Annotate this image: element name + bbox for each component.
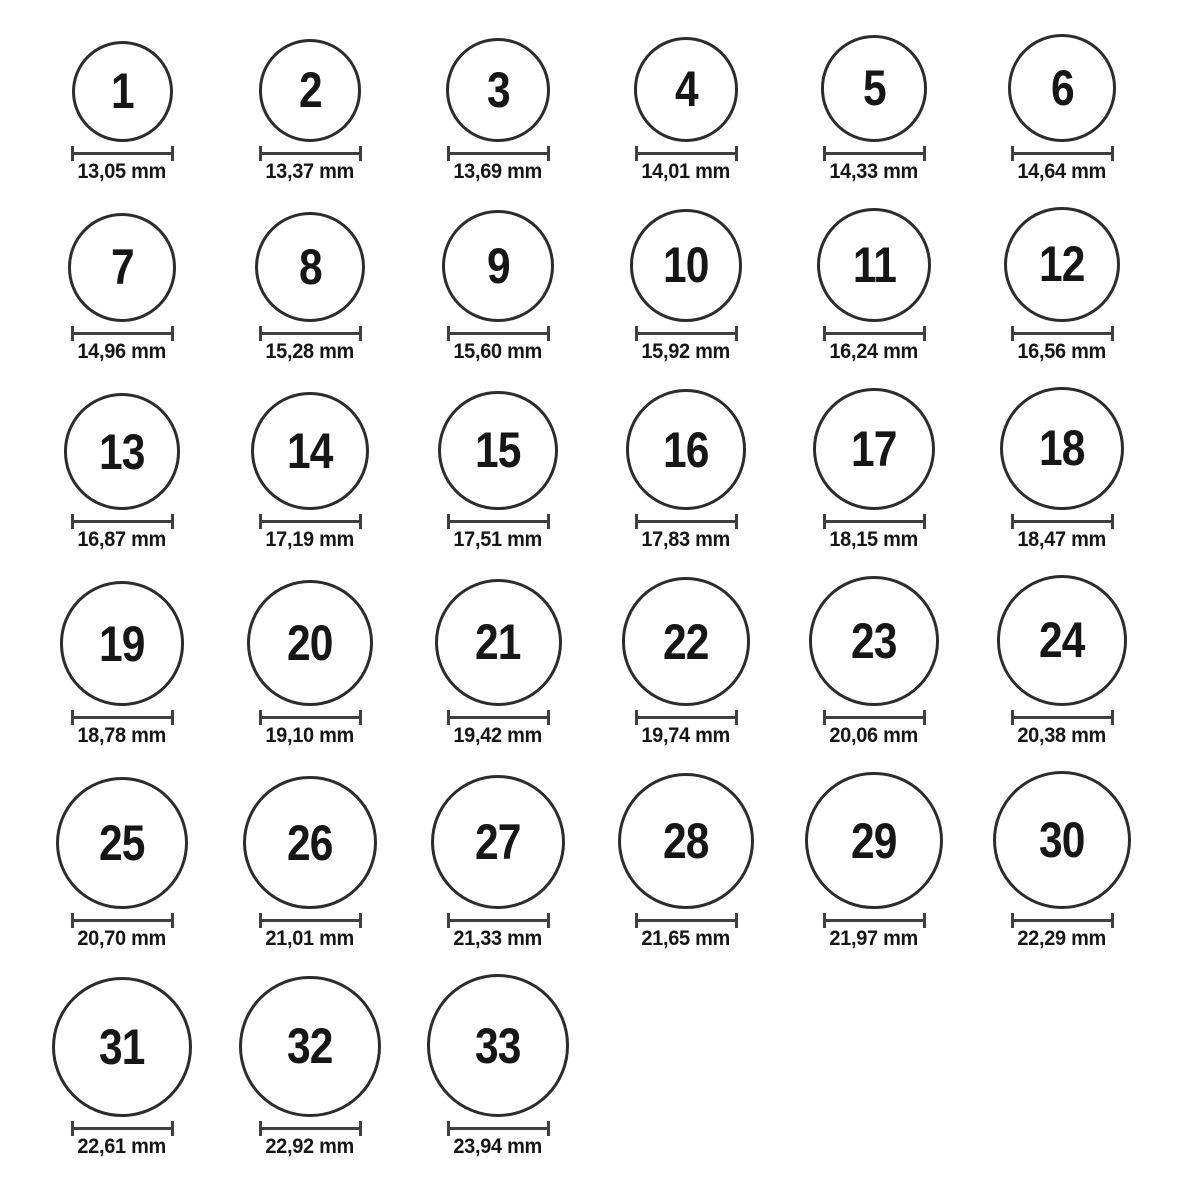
- ring-size-number: 10: [663, 237, 709, 294]
- ring-size-number: 18: [1039, 420, 1085, 477]
- diameter-measure-line: [635, 146, 738, 161]
- ring-size-cell: [404, 974, 592, 1158]
- diameter-measure-line: [259, 1121, 362, 1136]
- ring-circle: [239, 976, 380, 1117]
- ring-size-cell: [216, 207, 404, 363]
- ring-circle: [446, 38, 550, 142]
- ring-circle: [251, 392, 369, 510]
- diameter-measure-line: [635, 514, 738, 529]
- ring-size-number: 23: [851, 612, 897, 669]
- diameter-measure-line: [823, 710, 926, 725]
- diameter-measure-line: [823, 913, 926, 928]
- ring-circle: [247, 580, 373, 706]
- ring-circle: [442, 210, 553, 321]
- diameter-measure-line: [71, 1121, 174, 1136]
- ring-circle: [435, 579, 562, 706]
- ring-size-number: 6: [1050, 59, 1074, 116]
- measure-tick-right: [923, 710, 926, 725]
- diameter-measure-line: [635, 326, 738, 341]
- measure-tick-right: [547, 146, 550, 161]
- measure-bar: [74, 152, 171, 155]
- measure-bar: [1014, 520, 1111, 523]
- diameter-measure-line: [823, 326, 926, 341]
- ring-size-cell: [28, 387, 216, 551]
- measure-bar: [1014, 919, 1111, 922]
- measure-bar: [638, 152, 735, 155]
- ring-size-cell: [404, 387, 592, 551]
- diameter-measure-line: [447, 913, 550, 928]
- ring-circle: [993, 771, 1132, 910]
- ring-size-cell: [216, 974, 404, 1158]
- measure-tick-right: [171, 1121, 174, 1136]
- measure-bar: [262, 332, 359, 335]
- diameter-label: 17,51 mm: [453, 527, 543, 551]
- ring-size-cell: [968, 575, 1156, 747]
- measure-bar: [450, 152, 547, 155]
- ring-size-cell: [780, 207, 968, 363]
- measure-bar: [74, 520, 171, 523]
- measure-tick-right: [171, 913, 174, 928]
- diameter-label: 21,65 mm: [641, 927, 731, 951]
- ring-circle: [813, 388, 935, 510]
- ring-size-number: 7: [110, 239, 134, 296]
- measure-tick-right: [735, 146, 738, 161]
- diameter-measure-line: [71, 326, 174, 341]
- diameter-measure-line: [259, 913, 362, 928]
- measure-bar: [74, 716, 171, 719]
- diameter-measure-line: [71, 146, 174, 161]
- diameter-measure-line: [447, 1121, 550, 1136]
- diameter-label: 18,15 mm: [829, 527, 919, 551]
- diameter-label: 13,05 mm: [77, 159, 167, 183]
- diameter-measure-line: [71, 710, 174, 725]
- ring-size-row: [28, 387, 1156, 551]
- ring-size-cell: [28, 771, 216, 951]
- ring-size-number: 25: [99, 815, 145, 872]
- measure-tick-right: [547, 710, 550, 725]
- ring-size-cell: [404, 34, 592, 183]
- measure-bar: [262, 919, 359, 922]
- ring-size-number: 17: [851, 420, 897, 477]
- ring-circle: [626, 389, 747, 510]
- ring-circle: [630, 209, 743, 322]
- diameter-measure-line: [447, 514, 550, 529]
- measure-tick-right: [1111, 514, 1114, 529]
- ring-circle: [1008, 34, 1116, 142]
- diameter-measure-line: [1011, 326, 1114, 341]
- ring-circle: [618, 773, 754, 909]
- ring-circle: [243, 776, 377, 910]
- ring-size-number: 21: [475, 614, 521, 671]
- measure-tick-right: [923, 913, 926, 928]
- measure-bar: [1014, 332, 1111, 335]
- ring-size-cell: [592, 771, 780, 951]
- measure-tick-right: [171, 514, 174, 529]
- measure-tick-right: [171, 326, 174, 341]
- measure-tick-right: [359, 913, 362, 928]
- ring-size-number: 16: [663, 421, 709, 478]
- diameter-label: 14,33 mm: [829, 159, 919, 183]
- measure-bar: [1014, 716, 1111, 719]
- ring-size-number: 26: [287, 814, 333, 871]
- ring-size-number: 9: [486, 238, 510, 295]
- measure-bar: [450, 1127, 547, 1130]
- measure-bar: [450, 520, 547, 523]
- ring-size-number: 31: [99, 1019, 145, 1076]
- measure-tick-right: [923, 146, 926, 161]
- measure-tick-right: [359, 710, 362, 725]
- measure-tick-right: [359, 326, 362, 341]
- ring-circle: [52, 977, 192, 1117]
- ring-size-cell: [968, 207, 1156, 363]
- ring-circle: [438, 391, 557, 510]
- ring-size-cell: [592, 207, 780, 363]
- measure-tick-right: [735, 514, 738, 529]
- ring-size-number: 24: [1039, 612, 1085, 669]
- measure-bar: [638, 332, 735, 335]
- diameter-label: 15,28 mm: [265, 339, 355, 363]
- measure-bar: [262, 152, 359, 155]
- ring-circle: [56, 777, 188, 909]
- measure-tick-right: [923, 326, 926, 341]
- ring-size-number: 19: [99, 615, 145, 672]
- measure-tick-right: [547, 514, 550, 529]
- ring-size-number: 4: [674, 61, 698, 118]
- ring-size-number: 33: [475, 1017, 521, 1074]
- measure-tick-right: [359, 514, 362, 529]
- diameter-measure-line: [823, 146, 926, 161]
- ring-size-number: 27: [475, 814, 521, 871]
- diameter-label: 21,01 mm: [265, 927, 355, 951]
- ring-size-cell: [780, 575, 968, 747]
- ring-circle: [817, 208, 931, 322]
- measure-bar: [450, 716, 547, 719]
- ring-circle: [427, 974, 570, 1117]
- ring-size-cell: [216, 387, 404, 551]
- diameter-measure-line: [259, 326, 362, 341]
- measure-tick-right: [923, 514, 926, 529]
- ring-size-cell: [592, 387, 780, 551]
- measure-tick-right: [547, 326, 550, 341]
- diameter-label: 14,01 mm: [641, 159, 731, 183]
- diameter-label: 19,74 mm: [641, 723, 731, 747]
- measure-bar: [74, 919, 171, 922]
- ring-size-row: [28, 771, 1156, 951]
- diameter-label: 19,10 mm: [265, 723, 355, 747]
- ring-size-row: [28, 575, 1156, 747]
- measure-bar: [74, 332, 171, 335]
- ring-size-cell: [28, 575, 216, 747]
- measure-bar: [262, 520, 359, 523]
- ring-circle: [805, 772, 942, 909]
- measure-bar: [638, 919, 735, 922]
- diameter-label: 16,87 mm: [77, 527, 167, 551]
- ring-size-cell: [216, 34, 404, 183]
- ring-size-row: [28, 974, 1156, 1158]
- measure-tick-right: [547, 913, 550, 928]
- diameter-measure-line: [1011, 514, 1114, 529]
- diameter-label: 20,38 mm: [1017, 723, 1107, 747]
- ring-circle: [64, 393, 181, 510]
- ring-circle: [997, 575, 1128, 706]
- ring-size-number: 22: [663, 613, 709, 670]
- ring-size-number: 15: [475, 422, 521, 479]
- diameter-label: 13,37 mm: [265, 159, 355, 183]
- diameter-measure-line: [447, 326, 550, 341]
- ring-circle: [622, 577, 750, 705]
- measure-bar: [638, 520, 735, 523]
- ring-size-cell: [216, 771, 404, 951]
- measure-bar: [826, 919, 923, 922]
- ring-size-number: 3: [486, 61, 510, 118]
- ring-size-cell: [780, 387, 968, 551]
- diameter-label: 21,33 mm: [453, 927, 543, 951]
- measure-tick-right: [735, 710, 738, 725]
- diameter-label: 14,64 mm: [1017, 159, 1107, 183]
- ring-circle: [1004, 207, 1119, 322]
- ring-size-cell: [968, 771, 1156, 951]
- measure-tick-right: [547, 1121, 550, 1136]
- diameter-measure-line: [71, 514, 174, 529]
- diameter-measure-line: [823, 514, 926, 529]
- ring-size-number: 12: [1039, 236, 1085, 293]
- diameter-measure-line: [447, 146, 550, 161]
- diameter-label: 20,70 mm: [77, 927, 167, 951]
- diameter-label: 22,61 mm: [77, 1135, 167, 1159]
- diameter-label: 17,19 mm: [265, 527, 355, 551]
- ring-size-number: 28: [663, 813, 709, 870]
- ring-circle: [68, 213, 177, 322]
- measure-bar: [450, 919, 547, 922]
- ring-circle: [259, 39, 361, 141]
- ring-size-number: 29: [851, 812, 897, 869]
- diameter-label: 22,92 mm: [265, 1135, 355, 1159]
- ring-size-cell: [404, 575, 592, 747]
- measure-bar: [74, 1127, 171, 1130]
- diameter-label: 14,96 mm: [77, 339, 167, 363]
- ring-size-cell: [780, 34, 968, 183]
- ring-size-cell: [592, 34, 780, 183]
- diameter-label: 16,56 mm: [1017, 339, 1107, 363]
- measure-bar: [450, 332, 547, 335]
- ring-circle: [431, 775, 566, 910]
- diameter-measure-line: [635, 913, 738, 928]
- diameter-measure-line: [635, 710, 738, 725]
- ring-size-cell: [404, 207, 592, 363]
- measure-tick-right: [359, 146, 362, 161]
- ring-circle: [809, 576, 939, 706]
- ring-circle: [255, 212, 365, 322]
- ring-size-number: 2: [298, 62, 322, 119]
- measure-tick-right: [735, 326, 738, 341]
- diameter-label: 19,42 mm: [453, 723, 543, 747]
- diameter-label: 21,97 mm: [829, 927, 919, 951]
- measure-bar: [826, 152, 923, 155]
- ring-size-cell: [28, 974, 216, 1158]
- diameter-label: 15,60 mm: [453, 339, 543, 363]
- ring-circle: [72, 41, 173, 142]
- measure-bar: [638, 716, 735, 719]
- ring-size-row: [28, 207, 1156, 363]
- ring-size-number: 20: [287, 614, 333, 671]
- ring-size-number: 1: [110, 63, 134, 119]
- measure-tick-right: [359, 1121, 362, 1136]
- ring-size-number: 5: [862, 60, 886, 117]
- measure-bar: [262, 716, 359, 719]
- ring-size-row: [28, 34, 1156, 183]
- diameter-label: 13,69 mm: [453, 159, 543, 183]
- diameter-label: 23,94 mm: [453, 1135, 543, 1159]
- ring-size-cell: [28, 207, 216, 363]
- ring-size-number: 11: [852, 236, 896, 293]
- ring-size-number: 13: [99, 423, 145, 480]
- measure-tick-right: [735, 913, 738, 928]
- ring-circle: [1000, 387, 1123, 510]
- measure-tick-right: [1111, 913, 1114, 928]
- measure-bar: [262, 1127, 359, 1130]
- ring-size-number: 14: [287, 422, 333, 479]
- measure-tick-right: [1111, 146, 1114, 161]
- diameter-measure-line: [1011, 710, 1114, 725]
- diameter-measure-line: [259, 710, 362, 725]
- ring-size-cell: [780, 771, 968, 951]
- measure-bar: [1014, 152, 1111, 155]
- diameter-label: 17,83 mm: [641, 527, 731, 551]
- measure-tick-right: [171, 710, 174, 725]
- ring-size-cell: [968, 34, 1156, 183]
- measure-tick-right: [1111, 326, 1114, 341]
- ring-circle: [821, 35, 927, 141]
- diameter-measure-line: [1011, 146, 1114, 161]
- ring-size-cell: [404, 771, 592, 951]
- diameter-label: 16,24 mm: [829, 339, 919, 363]
- measure-bar: [826, 520, 923, 523]
- diameter-label: 22,29 mm: [1017, 927, 1107, 951]
- ring-size-number: 32: [287, 1018, 333, 1075]
- diameter-label: 18,47 mm: [1017, 527, 1107, 551]
- ring-circle: [60, 581, 184, 705]
- ring-size-number: 8: [298, 238, 322, 295]
- diameter-measure-line: [1011, 913, 1114, 928]
- ring-size-cell: [216, 575, 404, 747]
- diameter-measure-line: [71, 913, 174, 928]
- measure-bar: [826, 332, 923, 335]
- diameter-measure-line: [259, 146, 362, 161]
- ring-size-number: 30: [1039, 812, 1085, 869]
- ring-size-cell: [592, 575, 780, 747]
- ring-size-cell: [968, 387, 1156, 551]
- ring-circle: [634, 37, 739, 142]
- diameter-label: 20,06 mm: [829, 723, 919, 747]
- diameter-measure-line: [259, 514, 362, 529]
- measure-tick-right: [1111, 710, 1114, 725]
- diameter-label: 18,78 mm: [77, 723, 167, 747]
- diameter-label: 15,92 mm: [641, 339, 731, 363]
- ring-size-cell: [28, 34, 216, 183]
- measure-bar: [826, 716, 923, 719]
- measure-tick-right: [171, 146, 174, 161]
- diameter-measure-line: [447, 710, 550, 725]
